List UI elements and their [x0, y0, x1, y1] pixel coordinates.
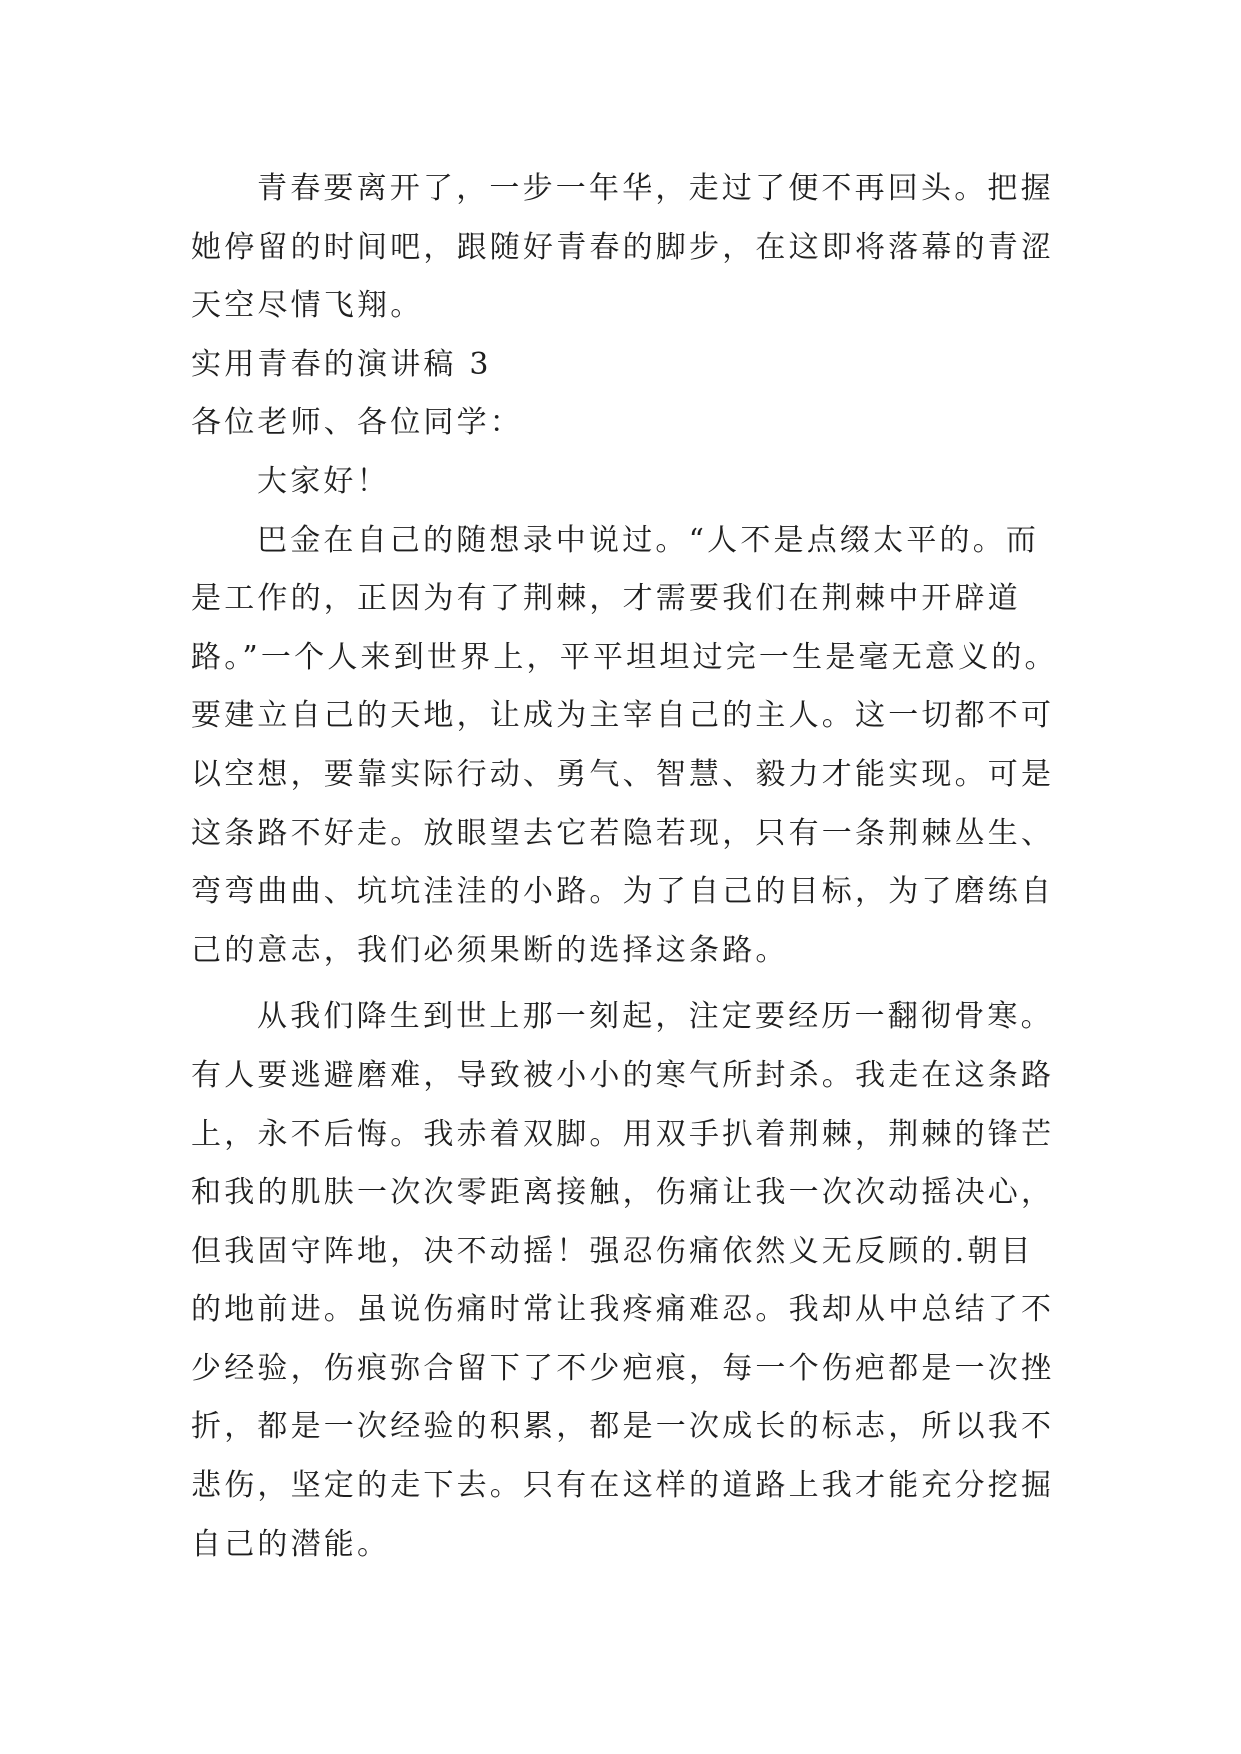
paragraph-line: 巴金在自己的随想录中说过。“人不是点缀太平的。而 [257, 522, 1040, 558]
paragraph-line: 少经验，伤痕弥合留下了不少疤痕，每一个伤疤都是一次挫 [191, 1350, 1055, 1386]
paragraph-line: 路。”一个人来到世界上，平平坦坦过完一生是毫无意义的。 [191, 639, 1058, 675]
paragraph-line: 从我们降生到世上那一刻起，注定要经历一翻彻骨寒。 [257, 999, 1054, 1035]
paragraph-line: 的地前进。虽说伤痛时常让我疼痛难忍。我却从中总结了不 [191, 1292, 1055, 1328]
paragraph-line: 悲伤，坚定的走下去。只有在这样的道路上我才能充分挖掘 [191, 1468, 1055, 1504]
paragraph-line: 是工作的，正因为有了荆棘，才需要我们在荆棘中开辟道 [191, 581, 1021, 617]
greeting: 大家好！ [257, 463, 390, 499]
paragraph-line: 上，永不后悔。我赤着双脚。用双手扒着荆棘，荆棘的锋芒 [191, 1116, 1055, 1152]
paragraph-line: 以空想，要靠实际行动、勇气、智慧、毅力才能实现。可是 [191, 756, 1055, 792]
paragraph-line: 己的意志，我们必须果断的选择这条路。 [191, 932, 789, 968]
paragraph-line: 她停留的时间吧，跟随好青春的脚步，在这即将落幕的青涩 [191, 229, 1055, 265]
paragraph-line: 但我固守阵地，决不动摇！强忍伤痛依然义无反顾的.朝目 [191, 1233, 1034, 1269]
paragraph-line: 折，都是一次经验的积累，都是一次成长的标志，所以我不 [191, 1409, 1055, 1445]
salutation: 各位老师、各位同学： [191, 405, 523, 441]
paragraph-line: 要建立自己的天地，让成为主宰自己的主人。这一切都不可 [191, 698, 1055, 734]
paragraph-line: 青春要离开了，一步一年华，走过了便不再回头。把握 [257, 171, 1054, 206]
section-title: 实用青春的演讲稿 3 [191, 346, 492, 382]
paragraph-line: 弯弯曲曲、坑坑洼洼的小路。为了自己的目标，为了磨练自 [191, 874, 1055, 910]
paragraph-line: 有人要逃避磨难，导致被小小的寒气所封杀。我走在这条路 [191, 1057, 1055, 1093]
paragraph-line: 这条路不好走。放眼望去它若隐若现，只有一条荆棘丛生、 [191, 815, 1055, 851]
paragraph-line: 自己的潜能。 [191, 1526, 391, 1562]
document-body [191, 160, 1071, 1574]
paragraph-line: 天空尽情飞翔。 [191, 288, 424, 324]
paragraph-line: 和我的肌肤一次次零距离接触，伤痛让我一次次动摇决心， [191, 1175, 1055, 1211]
